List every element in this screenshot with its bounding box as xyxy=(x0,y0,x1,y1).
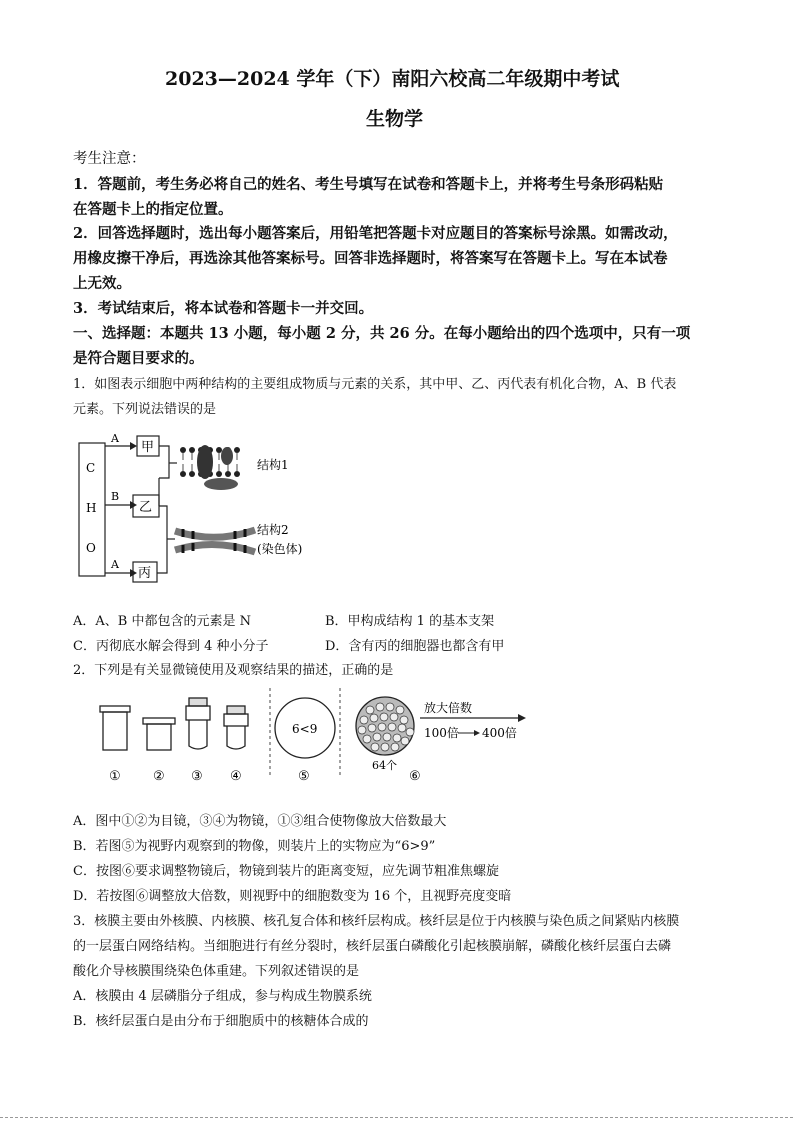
structure-2-note: (染色体) xyxy=(257,542,303,556)
cells-field xyxy=(356,697,414,755)
q1-figure xyxy=(75,426,335,586)
q3-stem-line-1: 3．核膜主要由外核膜、内核膜、核孔复合体和核纤层构成。核纤层是位于内核膜与染色质之间紧贴内核膜 xyxy=(73,914,680,929)
q1-stem-line-2: 元素。下列说法错误的是 xyxy=(73,402,217,417)
label-5: ⑤ xyxy=(298,769,310,784)
label-2: ② xyxy=(153,769,165,784)
q3-option-b: B．核纤层蛋白是由分布于细胞质中的核糖体合成的 xyxy=(73,1014,369,1029)
label-4: ④ xyxy=(230,769,242,784)
element-c: C xyxy=(86,461,96,475)
notice-item-1-line-1: 1．答题前，考生务必将自己的姓名、考生号填写在试卷和答题卡上，并将考生号条形码粘贴 xyxy=(73,176,664,193)
label-3: ③ xyxy=(191,769,203,784)
q1-stem-line-1: 1．如图表示细胞中两种结构的主要组成物质与元素的关系，其中甲、乙、丙代表有机化合物，A、B 代表 xyxy=(73,377,677,392)
page-bottom-divider xyxy=(0,1117,793,1118)
eyepiece-short xyxy=(143,718,175,750)
notice-item-1-line-2: 在答题卡上的指定位置。 xyxy=(73,201,233,218)
mag-to: 400倍 xyxy=(482,726,517,740)
box-jia-label: 甲 xyxy=(141,440,155,455)
q2-option-b: B．若图⑤为视野内观察到的物像，则装片上的实物应为“6>9” xyxy=(73,839,436,854)
structure-1-label: 结构1 xyxy=(257,458,289,472)
notice-item-2-line-1: 2．回答选择题时，选出每小题答案后，用铅笔把答题卡对应题目的答案标号涂黑。如需改动， xyxy=(73,225,678,242)
objective-short xyxy=(224,706,248,749)
subject-title: 生物学 xyxy=(366,108,424,130)
q2-figure xyxy=(90,688,530,788)
box-bing-label: 丙 xyxy=(138,566,152,581)
notice-item-2-line-3: 上无效。 xyxy=(73,275,131,292)
q1-option-a: A．A、B 中都包含的元素是 N xyxy=(73,614,251,629)
exam-title: 2023—2024 学年（下）南阳六校高二年级期中考试 xyxy=(165,68,620,90)
cells-count: 64个 xyxy=(372,759,397,772)
chromosome-illustration xyxy=(175,529,255,553)
objective-long xyxy=(186,698,210,749)
section-1-line-1: 一、选择题：本题共 13 小题，每小题 2 分，共 26 分。在每小题给出的四个选项中，只有一项 xyxy=(73,325,691,342)
label-1: ① xyxy=(109,769,121,784)
q1-option-d: D．含有丙的细胞器也都含有甲 xyxy=(325,639,505,654)
q2-option-a: A．图中①②为目镜，③④为物镜，①③组合使物像放大倍数最大 xyxy=(73,814,447,829)
q1-option-c: C．丙彻底水解会得到 4 种小分子 xyxy=(73,639,269,654)
element-h: H xyxy=(86,501,97,515)
element-o: O xyxy=(86,541,96,555)
magnify-label: 放大倍数 xyxy=(424,701,473,715)
label-6: ⑥ xyxy=(409,769,421,784)
membrane-illustration xyxy=(180,445,240,490)
notice-heading: 考生注意： xyxy=(73,151,146,167)
structure-2-label: 结构2 xyxy=(257,523,289,537)
label-a-top: A xyxy=(111,432,119,445)
q2-option-d: D．若按图⑥调整放大倍数，则视野中的细胞数变为 16 个，且视野亮度变暗 xyxy=(73,889,512,904)
q3-option-a: A．核膜由 4 层磷脂分子组成，参与构成生物膜系统 xyxy=(73,989,372,1004)
q3-stem-line-2: 的一层蛋白网络结构。当细胞进行有丝分裂时，核纤层蛋白磷酸化引起核膜崩解，磷酸化核纤层蛋白去磷 xyxy=(73,939,672,954)
eyepiece-long xyxy=(100,706,130,750)
circle-text: 6<9 xyxy=(292,722,318,736)
q3-stem-line-3: 酸化介导核膜围绕染色体重建。下列叙述错误的是 xyxy=(73,964,360,979)
label-b: B xyxy=(111,490,120,503)
mag-from: 100倍 xyxy=(424,726,459,740)
notice-item-3: 3．考试结束后，将本试卷和答题卡一并交回。 xyxy=(73,300,374,317)
box-yi-label: 乙 xyxy=(139,500,153,515)
label-a-bottom: A xyxy=(111,558,119,571)
section-1-line-2: 是符合题目要求的。 xyxy=(73,350,204,367)
q2-stem: 2．下列是有关显微镜使用及观察结果的描述，正确的是 xyxy=(73,663,394,678)
q2-option-c: C．按图⑥要求调整物镜后，物镜到装片的距离变短，应先调节粗准焦螺旋 xyxy=(73,864,499,879)
notice-item-2-line-2: 用橡皮擦干净后，再选涂其他答案标号。回答非选择题时，将答案写在答题卡上。写在本试卷 xyxy=(73,250,668,267)
q1-option-b: B．甲构成结构 1 的基本支架 xyxy=(325,614,495,629)
